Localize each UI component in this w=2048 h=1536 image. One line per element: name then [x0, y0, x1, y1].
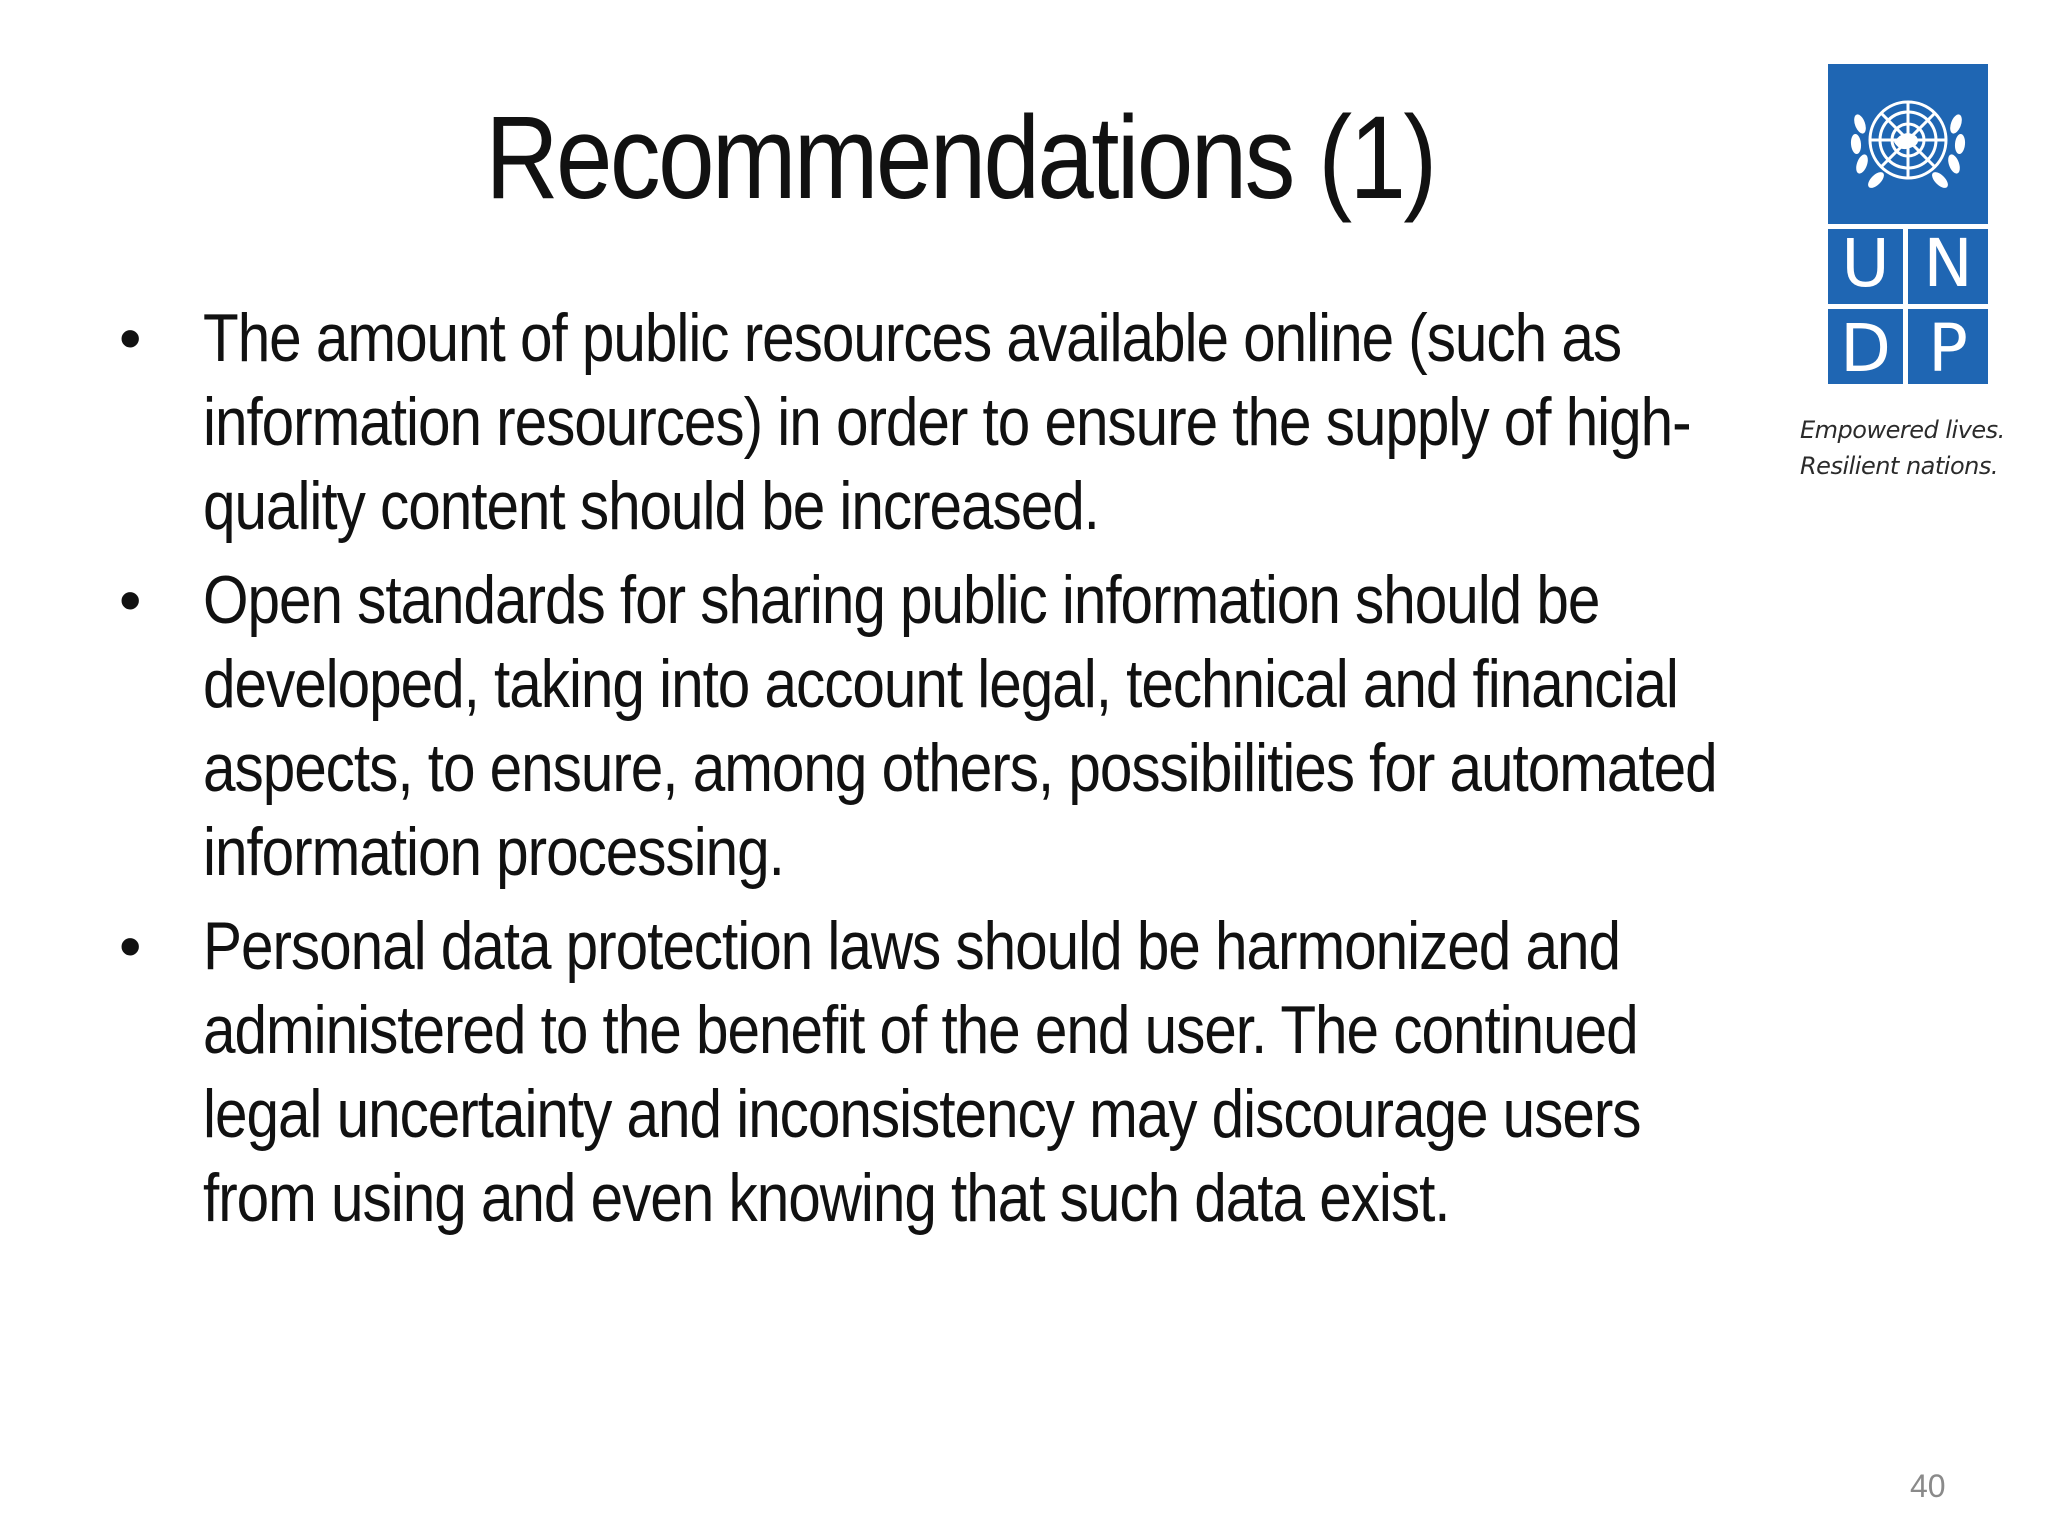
bullet-line: information processing.: [203, 814, 784, 890]
logo-letter-n: N: [1908, 224, 1988, 309]
bullet-line: information resources) in order to ensure the supply of high-: [203, 384, 1691, 460]
bullet-line: aspects, to ensure, among others, possibilities for automated: [203, 730, 1717, 806]
bullet-line: quality content should be increased.: [203, 468, 1099, 544]
bullet-text: [203, 904, 1880, 1240]
tagline-line-2: Resilient nations.: [1800, 452, 1998, 480]
slide-title: Recommendations (1): [485, 92, 1435, 224]
logo-box: [1828, 64, 1988, 387]
logo-tagline: [1800, 412, 2030, 484]
bullet-line: Personal data protection laws should be harmonized and: [203, 908, 1620, 984]
bullet-line: Open standards for sharing public information should be: [203, 562, 1600, 638]
bullet-item-1: [115, 296, 1795, 548]
bullet-dot-icon: •: [119, 302, 141, 374]
bullet-text: [203, 558, 1880, 894]
logo-letter-u: U: [1828, 224, 1908, 309]
bullet-item-3: [115, 904, 1795, 1240]
bullet-dot-icon: •: [119, 910, 141, 982]
bullet-text: [203, 296, 1880, 548]
bullet-dot-icon: •: [119, 564, 141, 636]
logo-letters: [1828, 224, 1988, 387]
bullet-line: administered to the benefit of the end user. The continued: [203, 992, 1638, 1068]
bullet-line: from using and even knowing that such data exist.: [203, 1160, 1450, 1236]
tagline-line-1: Empowered lives.: [1800, 416, 2005, 444]
bullet-line: legal uncertainty and inconsistency may discourage users: [203, 1076, 1641, 1152]
page-number: 40: [1910, 1468, 1946, 1504]
bullet-item-2: [115, 558, 1795, 894]
un-emblem-icon: [1828, 64, 1988, 224]
bullet-list: [115, 296, 1795, 1250]
undp-logo: [1828, 64, 1988, 387]
logo-letter-p: P: [1928, 310, 1968, 387]
bullet-line: developed, taking into account legal, technical and financial: [203, 646, 1678, 722]
bullet-line: The amount of public resources available online (such as: [203, 300, 1622, 376]
logo-letter-d: D: [1828, 309, 1908, 389]
